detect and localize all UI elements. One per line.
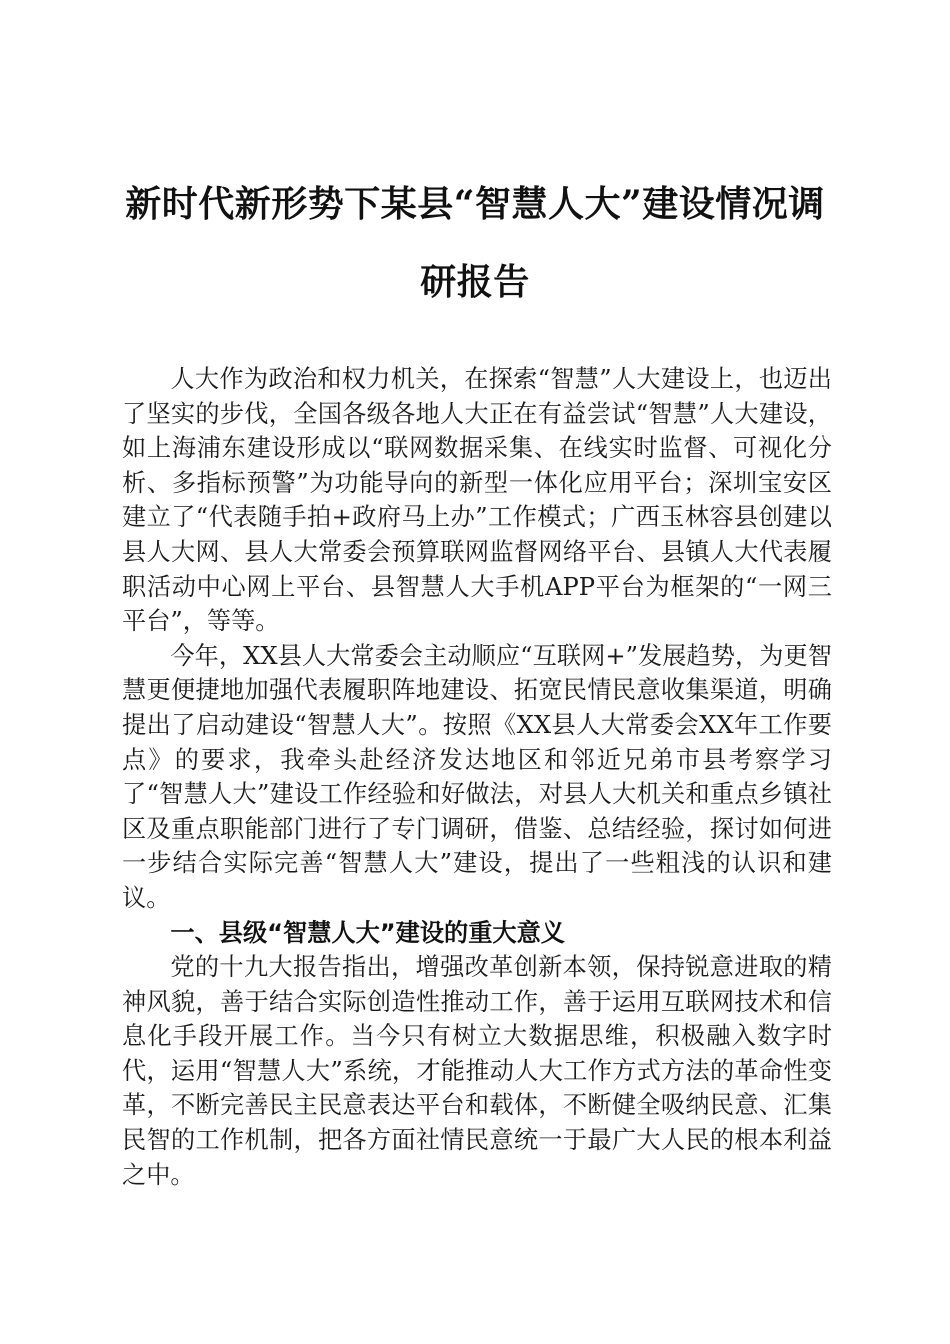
- body-paragraph: 人大作为政治和权力机关，在探索“智慧”人大建设上，也迈出了坚实的步伐，全国各级各地人大正在有益尝试“智慧”人大建设，如上海浦东建设形成以“联网数据采集、在线实时监督、可视化分析、多指标预警”为功能导向的新型一体化应用平台；深圳宝安区建立了“代表随手拍+政府马上办”工作模式；广西玉林容县创建以县人大网、县人大常委会预算联网监督网络平台、县镇人大代表履职活动中心网上平台、县智慧人大手机APP平台为框架的“一网三平台”，等等。: [122, 365, 832, 636]
- document-title: 新时代新形势下某县“智慧人大”建设情况调研报告: [125, 183, 825, 303]
- body-paragraph: 今年，XX县人大常委会主动顺应“互联网+”发展趋势，为更智慧更便捷地加强代表履职阵地建设、拓宽民情民意收集渠道，明确提出了启动建设“智慧人大”。按照《XX县人大常委会XX年工作要点》的要求，我牵头赴经济发达地区和邻近兄弟市县考察学习了“智慧人大”建设工作经验和好做法，对县人大机关和重点乡镇社区及重点职能部门进行了专门调研，借鉴、总结经验，探讨如何进一步结合实际完善“智慧人大”建设，提出了一些粗浅的认识和建议。: [122, 641, 832, 912]
- section-heading: 一、县级“智慧人大”建设的重大意义: [170, 918, 565, 947]
- document-body: [122, 362, 832, 1192]
- body-paragraph: 党的十九大报告指出，增强改革创新本领，保持锐意进取的精神风貌，善于结合实际创造性推动工作，善于运用互联网技术和信息化手段开展工作。当今只有树立大数据思维，积极融入数字时代，运用“智慧人大”系统，才能推动人大工作方式方法的革命性变革，不断完善民主民意表达平台和载体，不断健全吸纳民意、汇集民智的工作机制，把各方面社情民意统一于最广大人民的根本利益之中。: [122, 953, 832, 1189]
